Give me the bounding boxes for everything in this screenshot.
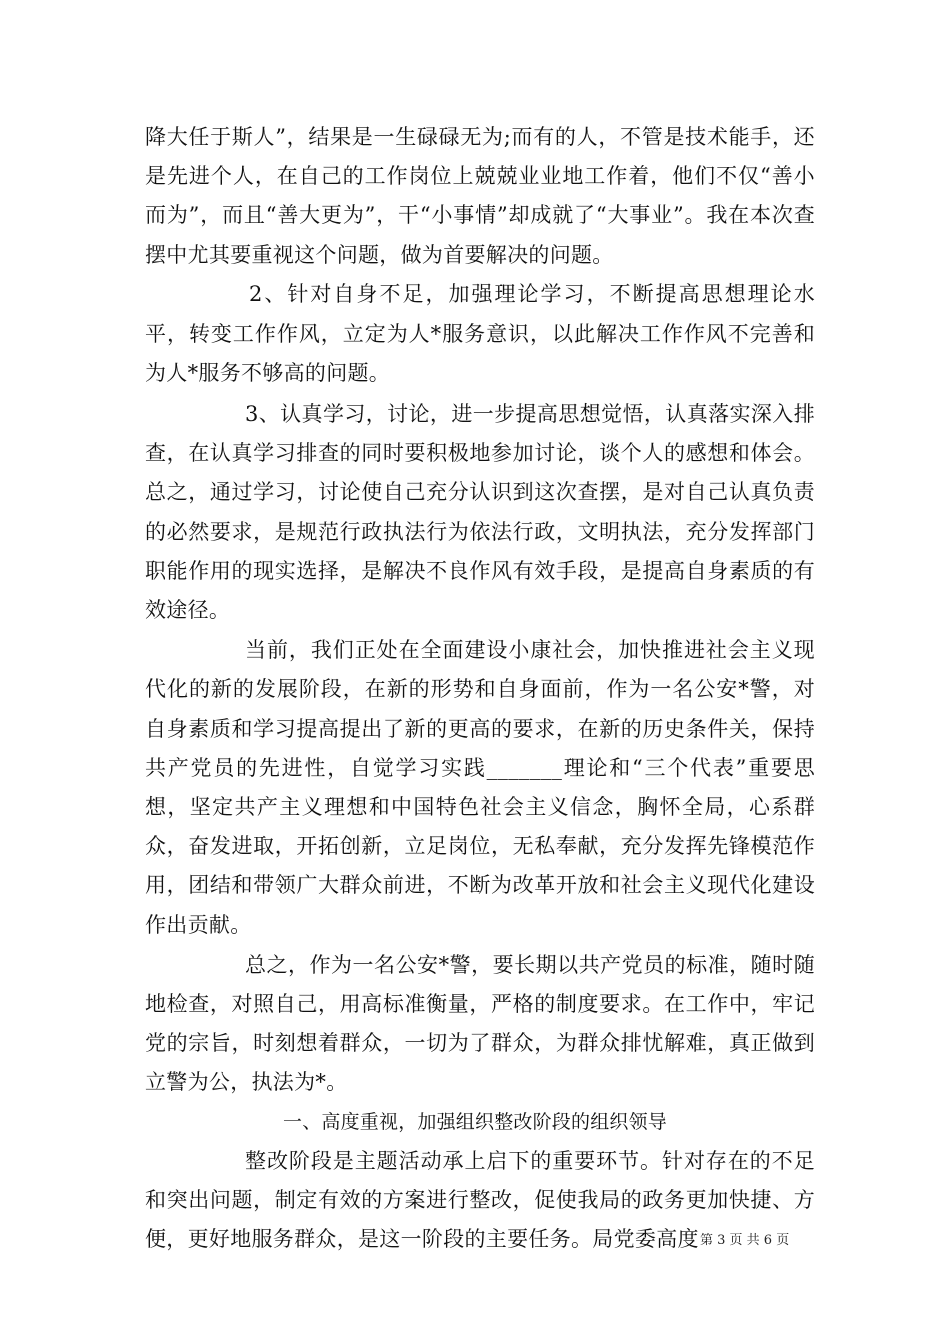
paragraph-3: 3、认真学习，讨论，进一步提高思想觉悟，认真落实深入排查，在认真学习排查的同时要积极地参加讨论，谈个人的感想和体会。总之，通过学习，讨论使自己充分认识到这次查摆，是对自己认真负责的必然要求，是规范行政执法行为依法行政，文明执法，充分发挥部门职能作用的现实选择，是解决不良作风有效手段，是提高自身素质的有效途径。 xyxy=(145,401,815,622)
paragraph-1: 降大任于斯人”，结果是一生碌碌无为;而有的人，不管是技术能手，还是先进个人，在自己的工作岗位上兢兢业业地工作着，他们不仅“善小而为”，而且“善大更为”，干“小事情”却成就了“大事业”。我在本次查摆中尤其要重视这个问题，做为首要解决的问题。 xyxy=(145,125,815,267)
document-body xyxy=(145,118,815,1259)
paragraph-2: 2、针对自身不足，加强理论学习，不断提高思想理论水平，转变工作作风，立定为人*服务意识，以此解决工作作风不完善和为人*服务不够高的问题。 xyxy=(145,282,815,385)
paragraph-5: 总之，作为一名公安*警，要长期以共产党员的标准，随时随地检查，对照自己，用高标准衡量，严格的制度要求。在工作中，牢记党的宗旨，时刻想着群众，一切为了群众，为群众排忧解难，真正做到立警为公，执法为*。 xyxy=(145,952,815,1095)
page-number-footer: 第 3 页 共 6 页 xyxy=(700,1233,790,1248)
paragraph-4: 当前，我们正处在全面建设小康社会，加快推进社会主义现代化的新的发展阶段，在新的形势和自身面前，作为一名公安*警，对自身素质和学习提高提出了新的更高的要求，在新的历史条件关，保持共产党员的先进性，自觉学习实践_______理论和“三个代表”重要思想，坚定共产主义理想和中国特色社会主义信念，胸怀全局，心系群众，奋发进取，开拓创新，立足岗位，无私奉献，充分发挥先锋模范作用，团结和带领广大群众前进，不断为改革开放和社会主义现代化建设作出贡献。 xyxy=(145,638,815,937)
section-heading: 一、高度重视，加强组织整改阶段的组织领导 xyxy=(283,1110,668,1133)
paragraph-6: 整改阶段是主题活动承上启下的重要环节。针对存在的不足和突出问题，制定有效的方案进行整改，促使我局的政务更加快捷、方便，更好地服务群众，是这一阶段的主要任务。局党委高度 xyxy=(145,1148,815,1252)
